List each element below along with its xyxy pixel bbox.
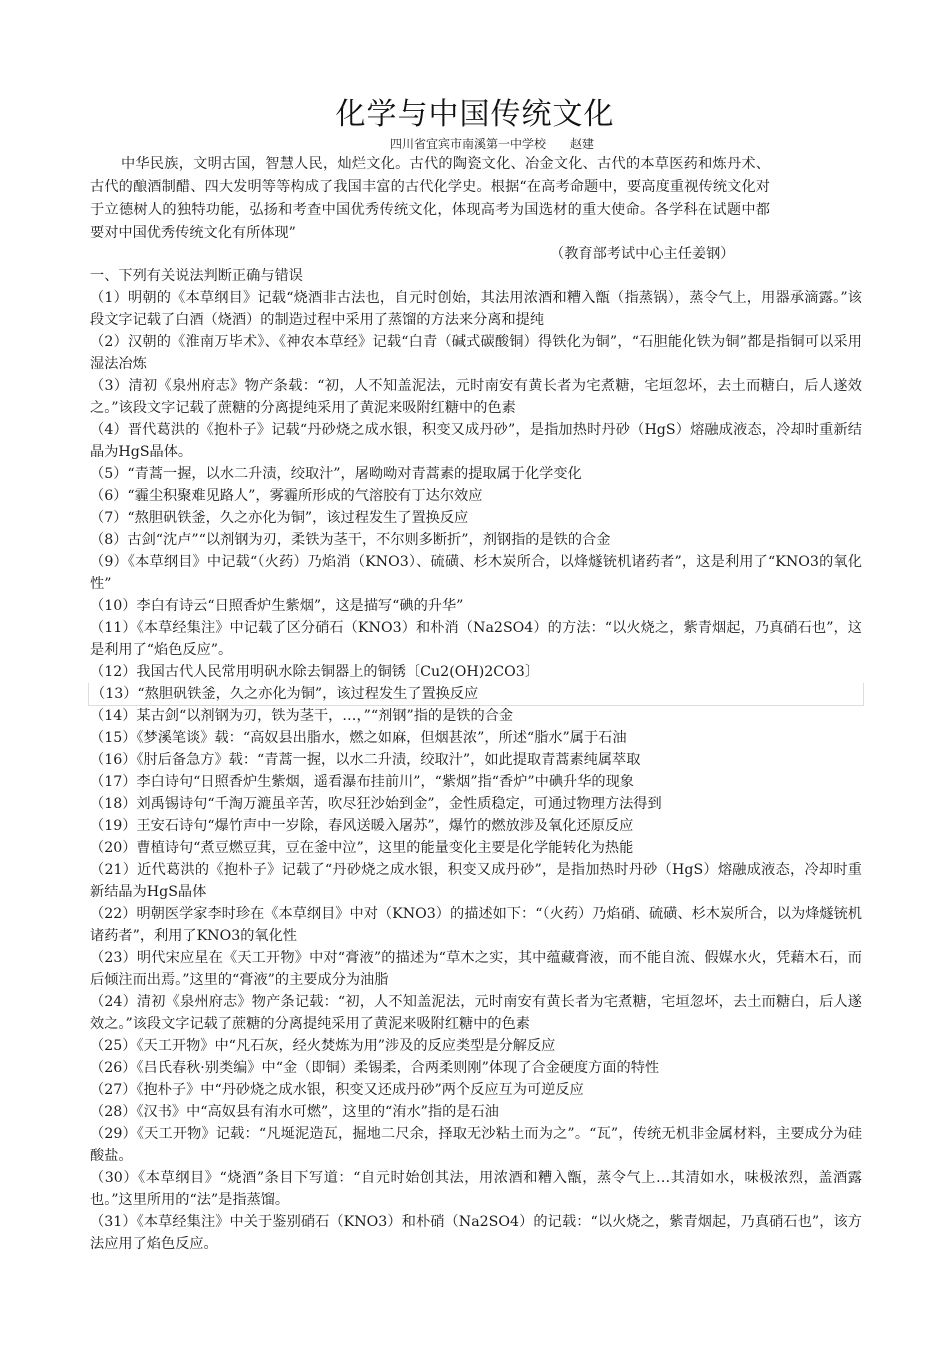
item-5: （5）“青蒿一握，以水二升渍，绞取汁”，屠呦呦对青蒿素的提取属于化学变化	[90, 466, 582, 482]
item-20: （20）曹植诗句“煮豆燃豆萁，豆在釜中泣”，这里的能量变化主要是化学能转化为热能	[90, 840, 634, 856]
intro-paragraph: 中华民族，文明古国，智慧人民，灿烂文化。古代的陶瓷文化、冶金文化、古代的本草医药和炼丹术、古代的酿酒制醋、四大发明等等构成了我国丰富的古代化学史。根据“在高考命题中，要高度重视传统文化对于立德树人的独特功能，弘扬和考查中国优秀传统文化，体现高考为国选材的重大使命。各学科在试题中都要对中国优秀传统文化有所体现”	[90, 156, 770, 241]
item-9: （9）《本草纲目》中记载“（火药）乃焰消（KNO3）、硫磺、杉木炭所合，以烽燧铳机诸药者”，这是利用了“KNO3的氧化性”	[90, 554, 862, 592]
item-17: （17）李白诗句“日照香炉生紫烟，遥看瀑布挂前川”，“紫烟”指“香炉”中碘升华的现象	[90, 774, 634, 790]
item-25: （25）《天工开物》中“凡石灰，经火焚炼为用”涉及的反应类型是分解反应	[90, 1038, 556, 1054]
item-10: （10）李白有诗云“日照香炉生紫烟”，这是描写“碘的升华”	[90, 598, 464, 614]
item-27: （27）《抱朴子》中“丹砂烧之成水银，积变又还成丹砂”两个反应互为可逆反应	[90, 1082, 584, 1098]
item-29: （29）《天工开物》记载：“凡埏泥造瓦，掘地二尺余，择取无沙粘土而为之”。“瓦”，传统无机非金属材料，主要成分为硅酸盐。	[90, 1126, 862, 1164]
item-2: （2）汉朝的《淮南万毕术》、《神农本草经》记载“白青（碱式碳酸铜）得铁化为铜”，“石胆能化铁为铜”都是指铜可以采用湿法冶炼	[90, 334, 862, 372]
item-30: （30）《本草纲目》“烧酒”条目下写道：“自元时始创其法，用浓酒和糟入甑，蒸令气上…其清如水，味极浓烈，盖酒露也。”这里所用的“法”是指蒸馏。	[90, 1170, 862, 1208]
item-11: （11）《本草经集注》中记载了区分硝石（KNO3）和朴消（Na2SO4）的方法：“以火烧之，紫青烟起，乃真硝石也”，这是利用了“焰色反应”。	[90, 620, 862, 658]
item-7: （7）“熬胆矾铁釜，久之亦化为铜”，该过程发生了置换反应	[90, 510, 469, 526]
item-26: （26）《吕氏春秋·别类编》中“金（即铜）柔锡柔，合两柔则刚”体现了合金硬度方面的特性	[90, 1060, 660, 1076]
quote-source: （教育部考试中心主任姜钢）	[550, 246, 735, 262]
item-15: （15）《梦溪笔谈》载：“高奴县出脂水，燃之如麻，但烟甚浓”，所述“脂水”属于石油	[90, 730, 627, 746]
item-8: （8）古剑“沈卢”“以剂钢为刃，柔铁为茎干，不尔则多断折”，剂钢指的是铁的合金	[90, 532, 611, 548]
document-title: 化学与中国传统文化	[335, 97, 615, 132]
author-name: 赵建	[570, 137, 595, 151]
item-23: （23）明代宋应星在《天工开物》中对“膏液”的描述为“草木之实，其中蕴藏膏液，而不能自流、假媒水火，凭藉木石，而后倾注而出焉。”这里的“膏液”的主要成分为油脂	[90, 950, 862, 988]
author-line	[390, 136, 594, 152]
section-title: 一、下列有关说法判断正确与错误	[90, 268, 303, 284]
item-12: （12）我国古代人民常用明矾水除去铜器上的铜锈〔Cu2(OH)2CO3〕	[90, 664, 540, 680]
item-24: （24）清初《泉州府志》物产条记载：“初，人不知盖泥法，元时南安有黄长者为宅煮糖，宅垣忽坏，去土而糖白，后人遂效之。”该段文字记载了蔗糖的分离提纯采用了黄泥来吸附红糖中的色素	[90, 994, 862, 1032]
item-3: （3）清初《泉州府志》物产条载：“初，人不知盖泥法，元时南安有黄长者为宅煮糖，宅垣忽坏，去土而糖白，后人遂效之。”该段文字记载了蔗糖的分离提纯采用了黄泥来吸附红糖中的色素	[90, 378, 862, 416]
item-16: （16）《肘后备急方》载：“青蒿一握，以水二升渍，绞取汁”，如此提取青蒿素纯属萃取	[90, 752, 641, 768]
item-6: （6）“霾尘积聚难见路人”，雾霾所形成的气溶胶有丁达尔效应	[90, 488, 483, 504]
item-28: （28）《汉书》中“高奴县有洧水可燃”，这里的“洧水”指的是石油	[90, 1104, 499, 1120]
item-31: （31）《本草经集注》中关于鉴别硝石（KNO3）和朴硝（Na2SO4）的记载：“以火烧之，紫青烟起，乃真硝石也”，该方法应用了焰色反应。	[90, 1214, 862, 1252]
item-19: （19）王安石诗句“爆竹声中一岁除，春风送暖入屠苏”，爆竹的燃放涉及氧化还原反应	[90, 818, 634, 834]
item-1: （1）明朝的《本草纲目》记载“烧酒非古法也，自元时创始，其法用浓酒和糟入甑（指蒸锅），蒸令气上，用器承滴露。”该段文字记载了白酒（烧酒）的制造过程中采用了蒸馏的方法来分离和提纯	[90, 290, 862, 328]
item-18: （18）刘禹锡诗句“千淘万漉虽辛苦，吹尽狂沙始到金”，金性质稳定，可通过物理方法得到	[90, 796, 662, 812]
item-13: （13）“熬胆矾铁釜，久之亦化为铜”，该过程发生了置换反应	[88, 683, 864, 706]
item-4: （4）晋代葛洪的《抱朴子》记载“丹砂烧之成水银，积变又成丹砂”，是指加热时丹砂（HgS）熔融成液态，冷却时重新结晶为HgS晶体。	[90, 422, 862, 460]
author-school: 四川省宜宾市南溪第一中学校	[390, 137, 547, 151]
item-22: （22）明朝医学家李时珍在《本草纲目》中对（KNO3）的描述如下：“（火药）乃焰硝、硫磺、杉木炭所合，以为烽燧铳机诸药者”，利用了KNO3的氧化性	[90, 906, 862, 944]
item-21: （21）近代葛洪的《抱朴子》记载了“丹砂烧之成水银，积变又成丹砂”，是指加热时丹砂（HgS）熔融成液态，冷却时重新结晶为HgS晶体	[90, 862, 862, 900]
item-14: （14）某古剑“以剂钢为刃，铁为茎干，…，”“剂钢”指的是铁的合金	[90, 708, 514, 724]
